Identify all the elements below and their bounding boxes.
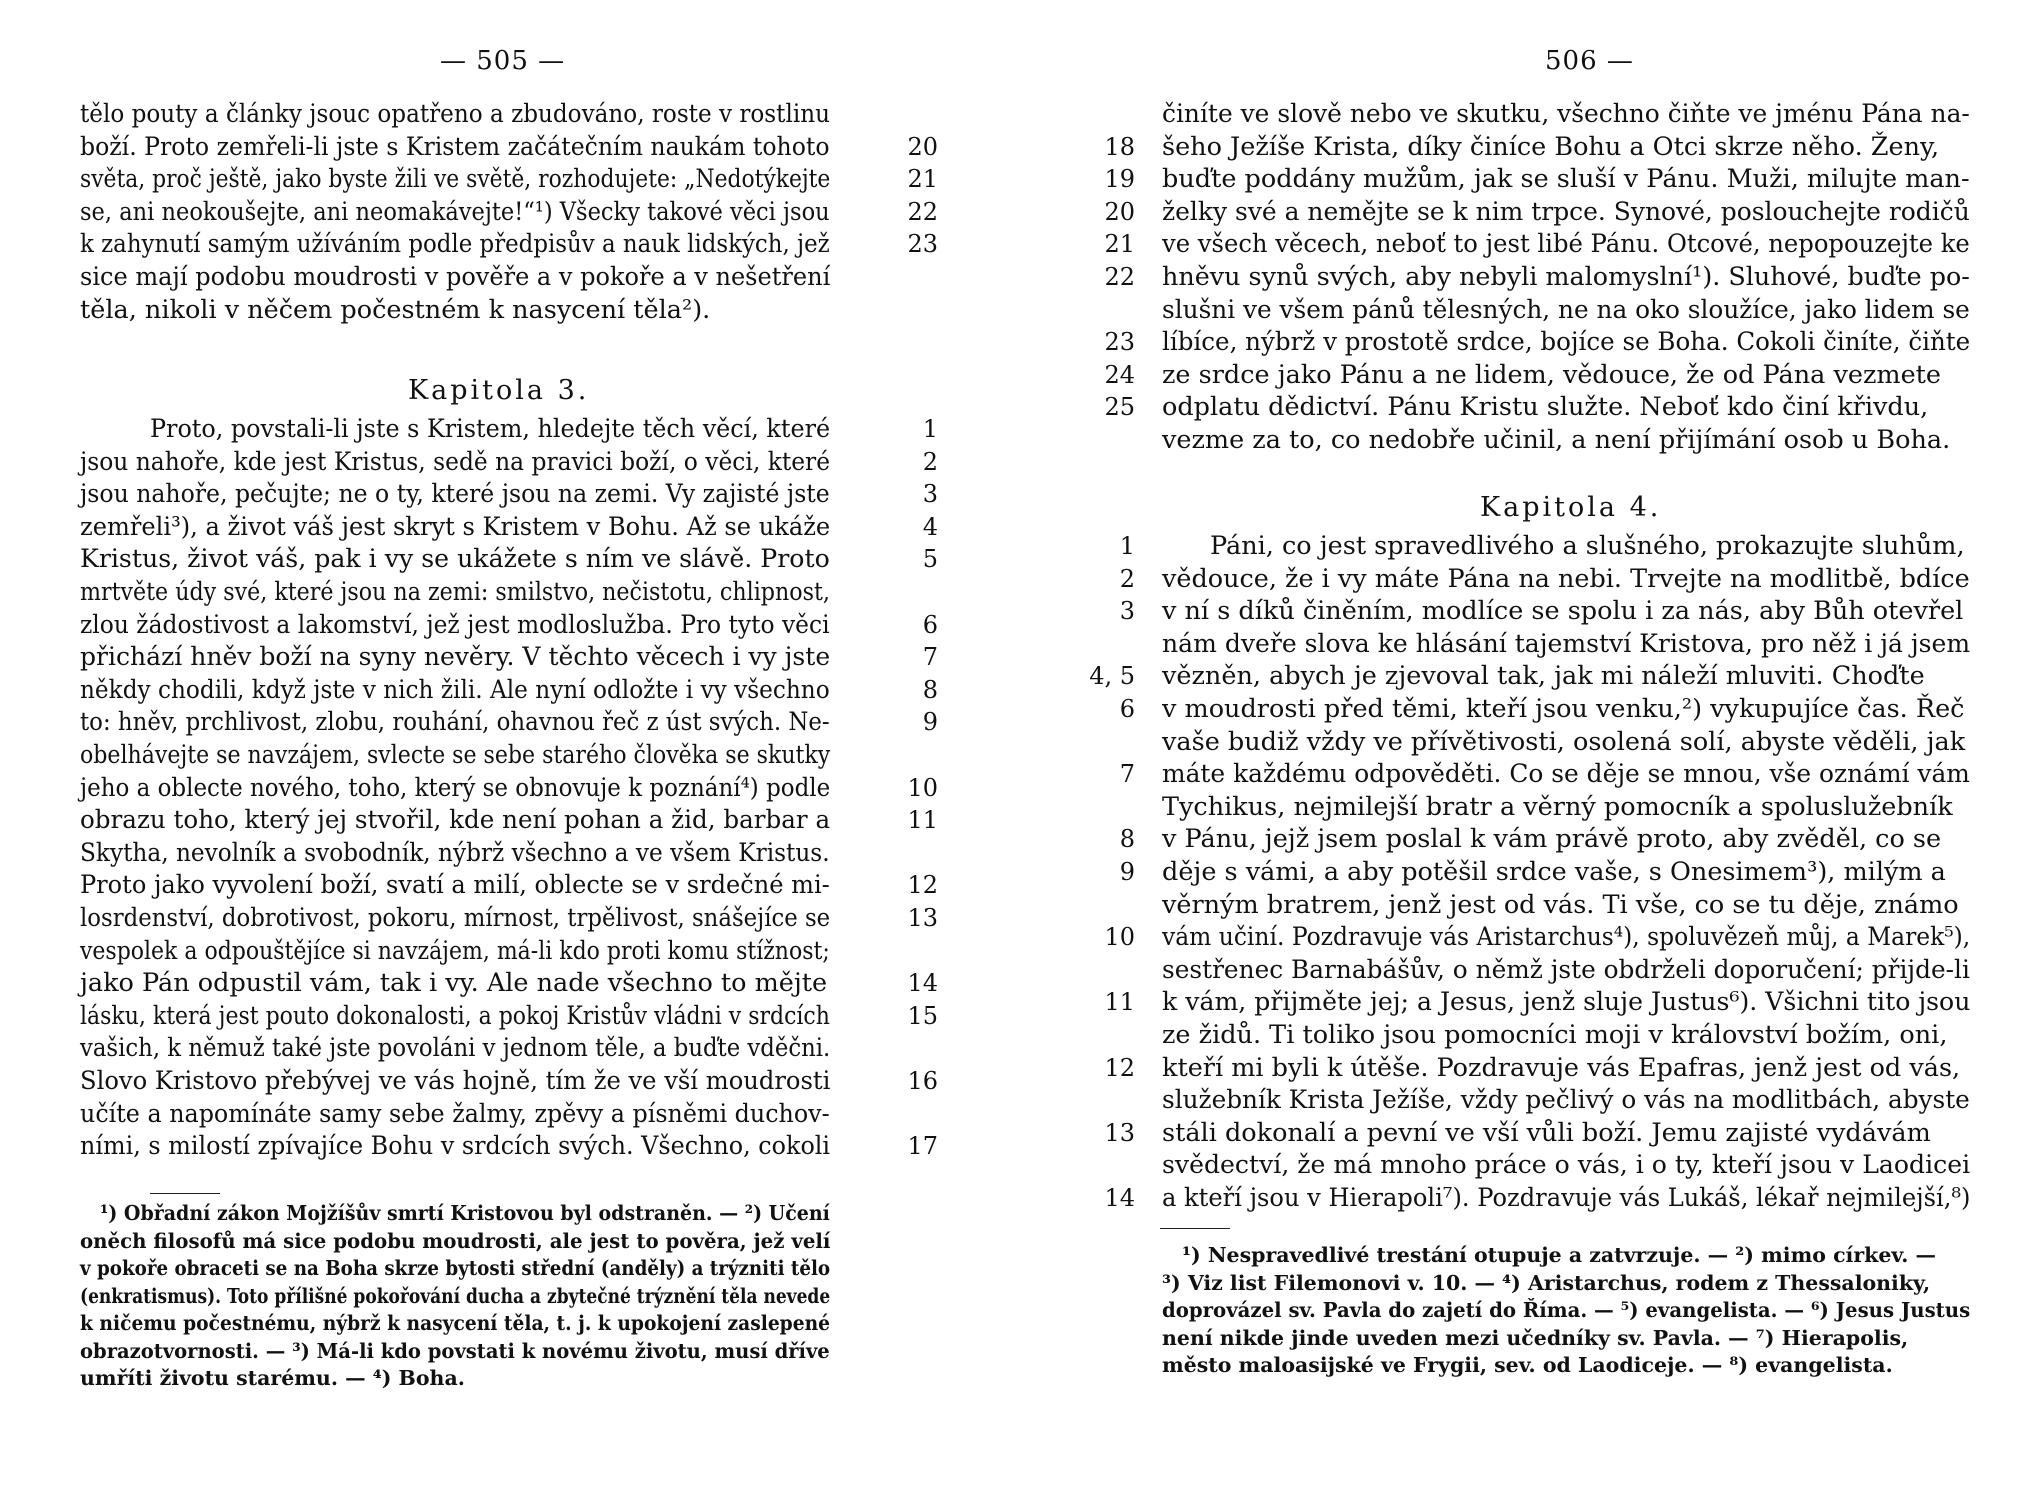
verse-number: 20 [907, 132, 938, 161]
verse-number: 9 [1119, 858, 1135, 886]
verse-number: 21 [907, 165, 938, 194]
verse-number: 15 [907, 1001, 938, 1030]
footnote-line: není nikde jinde uveden mezi učedníky sv. Pavla. — ⁷) Hierapolis, [1162, 1325, 1909, 1350]
line-text: sice mají podobu moudrosti v pověře a v pokoře a v nešetření [80, 262, 831, 292]
line-text: šeho Ježíše Krista, díky činíce Bohu a Otci skrze něho. Ženy, [1162, 131, 1940, 162]
verse-number: 12 [1104, 1053, 1135, 1082]
line-text: obrazu toho, který jej stvořil, kde není pohan a žid, barbar a [80, 805, 831, 836]
line-text: věrným bratrem, jenž jest od vás. Ti vše, co se tu děje, známo [1162, 889, 1959, 920]
verse-number: 6 [1119, 695, 1135, 723]
line-text: vezme za to, co nedobře učinil, a není přijímání osob u Boha. [1162, 425, 1951, 455]
verse-number: 3 [922, 480, 938, 509]
line-text: stáli dokonalí a pevní ve vší vůli boží. Jemu zajisté vydávám [1162, 1117, 1931, 1148]
verse-number: 12 [907, 871, 938, 900]
footnote-line: (enkratismus). Toto přílišné pokořování ducha a zbytečné trýznění těla nevede [80, 1283, 831, 1308]
footnote-line: oněch filosofů má sice podobu moudrosti, ale jest to pověra, jež velí [80, 1228, 831, 1253]
verse-number: 14 [1104, 1184, 1135, 1212]
verse-number: 2 [922, 447, 938, 476]
verse-number: 9 [922, 708, 938, 737]
line-text: zemřeli³), a život váš jest skryt s Kristem v Bohu. Až se ukáže [80, 511, 831, 542]
line-text: světa, proč ještě, jako byste žili ve světě, rozhodujete: „Nedotýkejte [80, 164, 831, 195]
line-text: vám učiní. Pozdravuje vás Aristarchus⁴), spoluvězeň můj, a Marek⁵), [1162, 922, 1971, 953]
line-text: Proto jako vyvolení boží, svatí a milí, oblecte se v srdečné mi- [80, 870, 830, 901]
footnote-line: umříti životu starému. — ⁴) Boha. [80, 1366, 465, 1390]
line-text: jeho a oblecte nového, toho, který se obnovuje k poznání⁴) podle [80, 772, 831, 803]
line-text: přichází hněv boží na syny nevěry. V těchto věcech i vy jste [80, 642, 831, 673]
line-text: odplatu dědictví. Pánu Kristu služte. Neboť kdo činí křivdu, [1162, 392, 1929, 423]
line-text: někdy chodili, když jste v nich žili. Ale nyní odložte i vy všechno [80, 674, 830, 705]
verse-number: 19 [1104, 165, 1135, 194]
left-page [0, 0, 980, 1500]
line-text: buďte poddány mužům, jak se sluší v Pánu. Muži, milujte man- [1162, 164, 1970, 195]
verse-number: 13 [1104, 1118, 1135, 1147]
footnote-line: ³) Viz list Filemonovi v. 10. — ⁴) Aristarchus, rodem z Thessaloniky, [1162, 1270, 1931, 1295]
line-text: v Pánu, jejž jsem poslal k vám právě proto, aby zvěděl, co se [1162, 824, 1942, 855]
line-text: lásku, která jest pouto dokonalosti, a pokoj Kristův vládni v srdcích [80, 1000, 830, 1031]
verse-number: 11 [907, 806, 938, 835]
left-page-number: — 505 — [440, 46, 566, 76]
footnote-line: ¹) Nespravedlivé trestání otupuje a zatvrzuje. — ²) mimo církev. — [1182, 1243, 1937, 1267]
verse-number: 16 [907, 1067, 938, 1095]
verse-number: 13 [907, 904, 938, 932]
verse-number: 4 [922, 512, 938, 541]
footnote-rule [150, 1193, 220, 1194]
verse-number: 7 [922, 643, 938, 672]
line-text: svědectví, že má mnoho práce o vás, i o ty, kteří jsou v Laodicei [1162, 1150, 1971, 1181]
verse-number: 10 [1104, 923, 1135, 952]
footnote-line: doprovázel sv. Pavla do zajetí do Říma. — ⁵) evangelista. — ⁶) Jesus Justus [1162, 1298, 1971, 1322]
line-text: ze židů. Ti toliko jsou pomocníci moji v království božím, oni, [1162, 1020, 1948, 1050]
verse-number: 23 [907, 230, 938, 259]
footnote-line: obrazotvornosti. — ³) Má-li kdo povstati k novému životu, musí dříve [80, 1338, 830, 1363]
verse-number: 4, 5 [1089, 662, 1135, 691]
line-text: Skytha, nevolník a svobodník, nýbrž všechno a ve všem Kristus. [80, 837, 830, 868]
line-text: želky své a nemějte se k nim trpce. Synové, poslouchejte rodičů [1162, 196, 1970, 227]
line-text: služebník Krista Ježíše, vždy pečlivý o vás na modlitbách, abyste [1162, 1085, 1970, 1116]
chapter-heading: Kapitola 4. [1480, 492, 1662, 523]
line-text: zlou žádostivost a lakomství, jež jest modloslužba. Pro tyto věci [80, 609, 830, 640]
verse-number: 24 [1104, 360, 1135, 389]
verse-number: 10 [907, 773, 938, 802]
line-text: obelhávejte se navzájem, svlecte se sebe starého člověka se skutky [80, 740, 831, 770]
line-text: Tychikus, nejmilejší bratr a věrný pomocník a spoluslužebník [1162, 791, 1953, 822]
line-text: máte každému odpověděti. Co se děje se mnou, vše oznámí vám [1162, 759, 1970, 790]
line-text: slušni ve všem pánů tělesných, ne na oko sloužíce, jako lidem se [1162, 294, 1970, 325]
line-text: boží. Proto zemřeli-li jste s Kristem začátečním naukám tohoto [80, 131, 830, 162]
line-text: se, ani neokoušejte, ani neomakávejte!“¹) Všecky takové věci jsou [80, 196, 830, 227]
line-text: vespolek a odpouštějíce si navzájem, má-li kdo proti komu stížnost; [80, 935, 830, 966]
verse-number: 11 [1104, 988, 1135, 1017]
line-text: těla, nikoli v něčem počestném k nasycení těla²). [80, 294, 711, 325]
verse-number: 7 [1119, 760, 1135, 789]
verse-number: 21 [1104, 230, 1135, 259]
footnote-rule [1160, 1228, 1230, 1229]
line-text: nám dveře slova ke hlásání tajemství Kristova, pro něž i já jsem [1162, 628, 1971, 659]
line-text: vězněn, abych je zjevoval tak, jak mi náleží mluviti. Choďte [1162, 661, 1925, 692]
line-text: vědouce, že i vy máte Pána na nebi. Trvejte na modlitbě, bdíce [1162, 563, 1970, 594]
line-text: Slovo Kristovo přebývej ve vás hojně, tím že ve vší moudrosti [80, 1066, 831, 1096]
verse-number: 8 [1119, 825, 1135, 854]
line-text: jako Pán odpustil vám, tak i vy. Ale nade všechno to mějte [80, 968, 828, 999]
line-text: v ní s díků činěním, modlíce se spolu i za nás, aby Bůh otevřel [1162, 596, 1964, 627]
line-text: Páni, co jest spravedlivého a slušného, prokazujte sluhům, [1210, 531, 1965, 561]
line-text: ze srdce jako Pánu a ne lidem, vědouce, že od Pána vezmete [1162, 359, 1942, 390]
line-text: to: hněv, prchlivost, zlobu, rouhání, ohavnou řeč z úst svých. Ne- [80, 707, 830, 738]
verse-number: 14 [907, 969, 938, 998]
verse-number: 25 [1104, 393, 1135, 422]
line-text: sestřenec Barnabášův, o němž jste obdrželi doporučení; přijde-li [1162, 954, 1970, 985]
line-text: mrtvěte údy své, které jsou na zemi: smilstvo, nečistotu, chlipnost, [80, 577, 830, 607]
verse-number: 22 [907, 197, 938, 226]
footnote-line: ¹) Obřadní zákon Mojžíšův smrtí Kristovou byl odstraněn. — ²) Učení [100, 1201, 830, 1225]
line-text: vaše budiž vždy ve přívětivosti, osolená solí, abyste věděli, jak [1162, 726, 1966, 757]
right-page-number: 506 — [1545, 46, 1634, 76]
line-text: k zahynutí samým užíváním podle předpisův a nauk lidských, jež [80, 229, 830, 260]
verse-number: 23 [1104, 328, 1135, 357]
verse-number: 2 [1119, 564, 1135, 593]
verse-number: 8 [922, 675, 938, 704]
verse-number: 5 [922, 545, 938, 574]
line-text: tělo pouty a články jsouc opatřeno a zbudováno, roste v rostlinu [80, 99, 830, 129]
line-text: jsou nahoře, kde jest Kristus, sedě na pravici boží, o věci, které [80, 446, 831, 477]
line-text: děje s vámi, a aby potěšil srdce vaše, s Onesimem³), milým a [1162, 857, 1946, 887]
line-text: ními, s milostí zpívajíce Bohu v srdcích svých. Všechno, cokoli [80, 1131, 831, 1162]
line-text: a kteří jsou v Hierapoli⁷). Pozdravuje vás Lukáš, lékař nejmilejší,⁸) [1162, 1183, 1971, 1213]
verse-number: 6 [922, 610, 938, 639]
verse-number: 1 [1119, 532, 1135, 560]
verse-number: 17 [907, 1132, 938, 1161]
footnote-line: město maloasijské ve Frygii, sev. od Laodiceje. — ⁸) evangelista. [1162, 1353, 1893, 1377]
line-text: učíte a napomínáte samy sebe žalmy, zpěvy a písněmi duchov- [80, 1098, 830, 1129]
line-text: jsou nahoře, pečujte; ne o ty, které jsou na zemi. Vy zajisté jste [80, 479, 830, 510]
verse-number: 20 [1104, 197, 1135, 226]
line-text: ve všech věcech, neboť to jest libé Pánu. Otcové, nepopouzejte ke [1162, 229, 1970, 260]
line-text: Kristus, život váš, pak i vy se ukážete s ním ve slávě. Proto [80, 544, 830, 575]
verse-number: 3 [1119, 597, 1135, 626]
line-text: losrdenství, dobrotivost, pokoru, mírnost, trpělivost, snášejíce se [80, 903, 831, 933]
line-text: Proto, povstali-li jste s Kristem, hledejte těch věcí, které [150, 414, 831, 444]
verse-number: 1 [922, 415, 938, 443]
line-text: k vám, přijměte jej; a Jesus, jenž sluje Justus⁶). Všichni tito jsou [1162, 987, 1971, 1018]
line-text: činíte ve slově nebo ve skutku, všechno čiňte ve jménu Pána na- [1162, 99, 1970, 129]
verse-number: 22 [1104, 263, 1135, 291]
line-text: v moudrosti před těmi, kteří jsou venku,²) vykupujíce čas. Řeč [1162, 694, 1965, 724]
line-text: hněvu synů svých, aby nebyli malomyslní¹). Sluhové, buďte po- [1162, 262, 1970, 292]
line-text: vašich, k němuž také jste povoláni v jednom těle, a buďte vděčni. [80, 1033, 831, 1064]
line-text: kteří mi byli k útěše. Pozdravuje vás Epafras, jenž jest od vás, [1162, 1052, 1961, 1083]
verse-number: 18 [1104, 132, 1135, 161]
right-page [1010, 0, 1990, 1500]
chapter-heading: Kapitola 3. [408, 375, 590, 406]
footnote-line: v pokoře obraceti se na Boha skrze bytosti střední (anděly) a trýzniti tělo [80, 1256, 831, 1280]
footnote-line: k ničemu počestnému, nýbrž k nasycení těla, t. j. k upokojení zaslepené [80, 1311, 831, 1335]
line-text: líbíce, nýbrž v prostotě srdce, bojíce se Boha. Cokoli činíte, čiňte [1162, 327, 1971, 358]
